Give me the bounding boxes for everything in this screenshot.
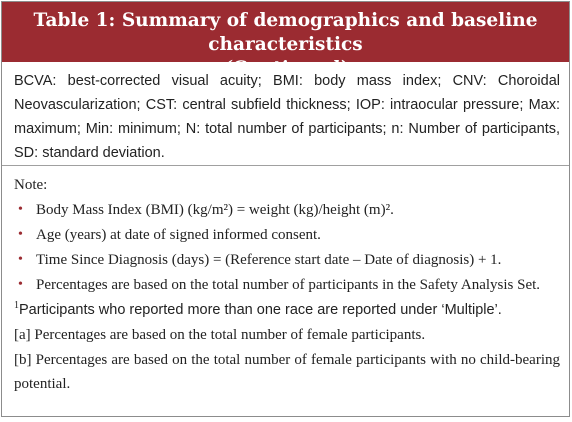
bullet-text: Body Mass Index (BMI) (kg/m²) = weight (kg)/height (m)². — [36, 202, 394, 218]
note-label: Note: — [14, 177, 48, 193]
bullet-text: Age (years) at date of signed informed consent. — [36, 227, 321, 243]
table-title: Table 1: Summary of demographics and baseline characteristics — [33, 10, 538, 55]
footnote-a: [a] Percentages are based on the total number of female participants. — [14, 327, 426, 343]
footnote-1 — [14, 298, 560, 322]
abbreviations-text: BCVA: best-corrected visual acuity; BMI: body mass index; CNV: Choroidal Neovascularization; CST: central subfield thickness; IOP: intraocular pressure; Max: maximum; Min: minimum; N: total number of participants; n: Number of participants, SD: standard deviation. — [2, 62, 569, 166]
list-item — [14, 198, 560, 222]
note-bullets — [14, 198, 560, 297]
table-frame — [1, 1, 570, 417]
bullet-icon: • — [18, 227, 23, 242]
footnote-text: Participants who reported more than one race are reported under ‘Multiple’. — [19, 302, 502, 318]
bullet-icon: • — [18, 202, 23, 217]
table-header — [2, 2, 569, 79]
continued-label: (Continued) — [222, 58, 349, 79]
notes-section — [2, 166, 569, 396]
list-item — [14, 223, 560, 247]
list-item — [14, 273, 560, 297]
footnote-marker: 1 — [14, 300, 19, 311]
bullet-icon: • — [18, 277, 23, 292]
list-item — [14, 248, 560, 272]
footnote-b: [b] Percentages are based on the total number of female participants with no child-bearing potential. — [14, 352, 560, 392]
bullet-text: Time Since Diagnosis (days) = (Reference start date – Date of diagnosis) + 1. — [36, 252, 502, 268]
bullet-text: Percentages are based on the total number of participants in the Safety Analysis Set. — [36, 277, 541, 293]
bullet-icon: • — [18, 252, 23, 267]
